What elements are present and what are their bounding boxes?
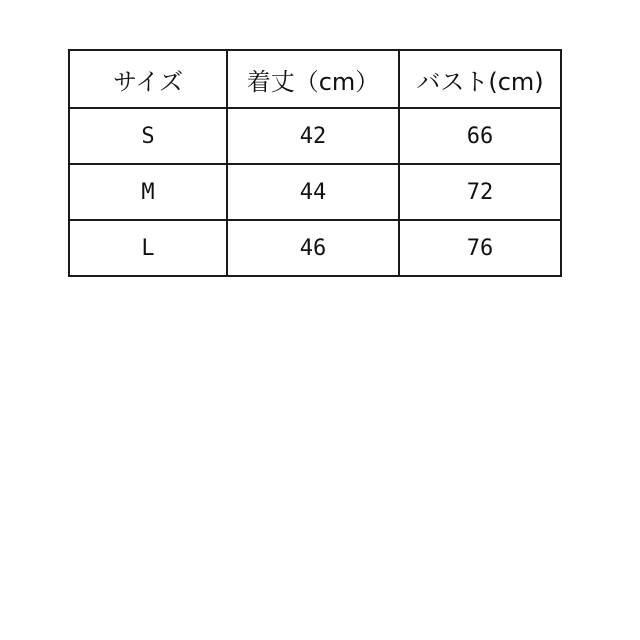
table-row [69,108,561,164]
cell-size: S [69,108,227,164]
header-length: 着丈（cm） [227,50,399,108]
cell-length: 44 [227,164,399,220]
cell-bust: 76 [399,220,561,276]
table-row [69,164,561,220]
table-header-row [69,50,561,108]
cell-bust: 66 [399,108,561,164]
cell-length: 46 [227,220,399,276]
cell-size: L [69,220,227,276]
header-size: サイズ [69,50,227,108]
table-row [69,220,561,276]
size-chart-table [68,49,562,277]
cell-bust: 72 [399,164,561,220]
cell-size: M [69,164,227,220]
cell-length: 42 [227,108,399,164]
header-bust: バスト(cm) [399,50,561,108]
